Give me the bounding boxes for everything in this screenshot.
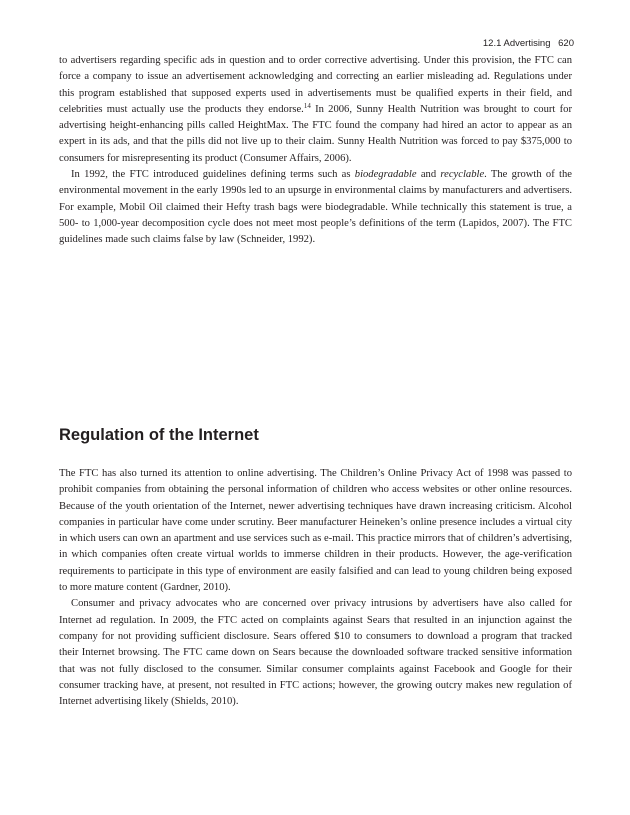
header-section-title: 12.1 Advertising (482, 38, 551, 49)
body-block-internet (59, 466, 572, 710)
paragraph-corrective-advertising (59, 53, 572, 167)
paragraph-text: and (416, 169, 441, 181)
term-recyclable: recyclable (440, 169, 485, 181)
paragraph-environmental-claims (59, 167, 572, 248)
section-heading: Regulation of the Internet (59, 426, 259, 444)
paragraph-text: In 2006, Sunny Health Nutrition was brought to court for advertising height-enhancing pills called HeightMax. The FTC found the company had hired an actor to appear as an expert in its ads, and that the pills did not live up to their claim. Sunny Health Nutrition was forced to pay $375,000 to consumers for misrepresenting its product (Consumer Affairs, 2006). (59, 103, 572, 164)
paragraph-text: . The growth of the environmental movement in the early 1990s led to an upsurge in environmental claims by manufacturers and advertisers. For example, Mobil Oil claimed their Hefty trash bags were biodegradable. While technically this statement is true, a 500- to 1,000-year decomposition cycle does not meet most people’s definitions of the term (Lapidos, 2007). The FTC guidelines made such claims false by law (Schneider, 1992). (59, 169, 572, 246)
paragraph-text: to advertisers regarding specific ads in question and to order corrective advertising. Under this provision, the FTC can force a company to issue an advertisement acknowledging and correcting an earlier misleading ad. Regulations under this program established that supposed experts used in advertisements must be qualified experts in their field, and celebrities must actually use the products they endorse. (59, 55, 572, 115)
paragraph-privacy-advocates: Consumer and privacy advocates who are concerned over privacy intrusions by advertisers have also called for Internet ad regulation. In 2009, the FTC acted on complaints against Sears that resulted in an injunction against the company for not providing sufficient disclosure. Sears offered $10 to consumers to download a program that tracked their Internet browsing. The FTC came down on Sears because the downloaded software tracked sensitive information that was not fully disclosed to the consumer. Similar consumer complaints against Facebook and Google for their consumer tracking have, at present, not resulted in FTC actions; however, the growing outcry makes new regulation of Internet advertising likely (Shields, 2010). (59, 598, 572, 708)
body-block-top (59, 53, 572, 249)
running-header (483, 38, 574, 49)
term-biodegradable: biodegradable (354, 169, 417, 181)
footnote-marker[interactable]: 14 (303, 101, 311, 110)
paragraph-text: In 1992, the FTC introduced guidelines defining terms such as (71, 169, 355, 181)
header-page-number: 620 (558, 38, 574, 49)
paragraph-online-advertising: The FTC has also turned its attention to online advertising. The Children’s Online Privacy Act of 1998 was passed to prohibit companies from obtaining the personal information of children who access websites or other online resources. Because of the youth orientation of the Internet, newer advertising techniques have drawn increasing criticism. Alcohol companies in particular have come under scrutiny. Beer manufacturer Heineken’s online presence includes a virtual city in which users can own an apartment and use services such as e-mail. This practice mirrors that of children’s advertising, in which companies often create virtual worlds to immerse children in their products. However, the age-verification requirements to participate in this type of environment are easily falsified and can lead to young children being exposed to more mature content (Gardner, 2010). (59, 468, 572, 594)
